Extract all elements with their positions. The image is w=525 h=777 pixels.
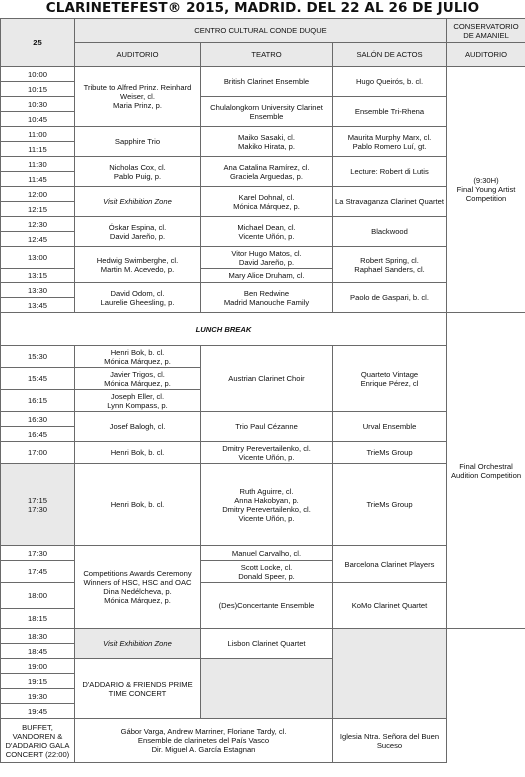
time-slot: 16:15 [1,390,75,412]
day-number: 25 [1,19,75,67]
event-cell: Michael Dean, cl. Vicente Uñón, p. [201,217,333,247]
event-cell: Scott Locke, cl. Donald Speer, p. [201,561,333,583]
time-slot: 10:00 [1,67,75,82]
venue-centro-header: CENTRO CULTURAL CONDE DUQUE [75,19,447,43]
event-cell: Javier Trigos, cl. Mónica Márquez, p. [75,368,201,390]
time-slot: 13:30 [1,283,75,298]
room-teatro-header: TEATRO [201,43,333,67]
event-cell: La Stravaganza Clarinet Quartet [333,187,447,217]
time-slot: 13:00 [1,247,75,269]
event-cell: Manuel Carvalho, cl. [201,546,333,561]
time-slot: 18:15 [1,609,75,629]
event-cell: David Odom, cl. Laurelie Gheesling, p. [75,283,201,313]
event-cell: Karel Dohnal, cl. Mónica Márquez, p. [201,187,333,217]
time-slot: 16:45 [1,427,75,442]
time-slot: 19:45 [1,704,75,719]
event-cell: Josef Balogh, cl. [75,412,201,442]
event-cell: (9:30H) Final Young Artist Competition [447,67,525,313]
time-slot: 13:45 [1,298,75,313]
time-slot: 11:00 [1,127,75,142]
event-cell: Final Orchestral Audition Competition [447,313,525,629]
time-slot: 17:30 [1,546,75,561]
event-cell: Lisbon Clarinet Quartet [201,629,333,659]
event-cell: KoMo Clarinet Quartet [333,583,447,629]
event-cell: Robert Spring, cl. Raphael Sanders, cl. [333,247,447,283]
event-cell: Tribute to Alfred Prinz. Reinhard Weiser, cl. Maria Prinz, p. [75,67,201,127]
event-cell: Sapphire Trio [75,127,201,157]
event-cell: Henri Bok, b. cl. Mónica Márquez, p. [75,346,201,368]
event-cell: Maurita Murphy Marx, cl. Pablo Romero Luí, gt. [333,127,447,157]
empty-cell [201,659,333,719]
time-slot: 12:30 [1,217,75,232]
event-cell: Ben Redwine Madrid Manouche Family [201,283,333,313]
room-salon-header: SALÓN DE ACTOS [333,43,447,67]
event-cell: Vitor Hugo Matos, cl. David Jareño, p. [201,247,333,269]
room-auditorio2-header: AUDITORIO [447,43,525,67]
event-cell: Visit Exhibition Zone [75,187,201,217]
lunch-break-row: LUNCH BREAK [1,313,447,346]
event-cell: D'ADDARIO & FRIENDS PRIME TIME CONCERT [75,659,201,719]
event-cell: Austrian Clarinet Choir [201,346,333,412]
event-cell: Hugo Queirós, b. cl. [333,67,447,97]
event-cell: Lecture: Robert di Lutis [333,157,447,187]
event-cell: Nicholas Cox, cl. Pablo Puig, p. [75,157,201,187]
time-slot: 10:45 [1,112,75,127]
time-slot: 10:30 [1,97,75,112]
event-cell: Óskar Espina, cl. David Jareño, p. [75,217,201,247]
time-slot: 13:15 [1,269,75,283]
time-slot: 19:30 [1,689,75,704]
event-cell: Paolo de Gaspari, b. cl. [333,283,447,313]
venue-conservatorio-header: CONSERVATORIO DE AMANIEL [447,19,525,43]
time-slot: 17:45 [1,561,75,583]
empty-cell [333,629,447,719]
event-cell: Visit Exhibition Zone [75,629,201,659]
room-auditorio-header: AUDITORIO [75,43,201,67]
event-cell: (Des)Concertante Ensemble [201,583,333,629]
event-cell: Chulalongkorn University Clarinet Ensemble [201,97,333,127]
event-cell: Dmitry Perevertailenko, cl. Vicente Uñón, p. [201,442,333,464]
time-slot: 18:00 [1,583,75,609]
time-slot: 19:00 [1,659,75,674]
time-slot: 15:30 [1,346,75,368]
time-slot: 12:45 [1,232,75,247]
time-slot: 18:45 [1,644,75,659]
event-cell: Iglesia Ntra. Señora del Buen Suceso [333,719,447,763]
time-slot: 11:30 [1,157,75,172]
page-title: CLARINETEFEST® 2015, MADRID. DEL 22 AL 26 DE JULIO [45,0,480,16]
event-cell: TrieMs Group [333,442,447,464]
time-slot: 19:15 [1,674,75,689]
event-cell: Hedwig Swimberghe, cl. Martin M. Acevedo, p. [75,247,201,283]
event-cell: Quarteto Vintage Enrique Pérez, cl [333,346,447,412]
event-cell: Blackwood [333,217,447,247]
schedule-table [0,18,525,763]
event-cell: Ana Catalina Ramírez, cl. Graciela Arguedas, p. [201,157,333,187]
event-cell: Henri Bok, b. cl. [75,442,201,464]
event-cell: Ensemble Tri-Rhena [333,97,447,127]
event-cell: Maiko Sasaki, cl. Makiko Hirata, p. [201,127,333,157]
time-slot: 17:00 [1,442,75,464]
closing-event-label: BUFFET, VANDOREN & D'ADDARIO GALA CONCERT (22:00) [1,719,75,763]
event-cell: Barcelona Clarinet Players [333,546,447,583]
event-cell: Mary Alice Druham, cl. [201,269,333,283]
event-cell: British Clarinet Ensemble [201,67,333,97]
time-slot: 16:30 [1,412,75,427]
event-cell: TrieMs Group [333,464,447,546]
time-slot: 18:30 [1,629,75,644]
time-slot: 11:45 [1,172,75,187]
time-slot: 12:15 [1,202,75,217]
event-cell: Henri Bok, b. cl. [75,464,201,546]
event-cell: Gábor Varga, Andrew Marriner, Floriane Tardy, cl. Ensemble de clarinetes del País Vasco Dir. Miguel A. García Estagnan [75,719,333,763]
event-cell: Trio Paul Cézanne [201,412,333,442]
event-cell: Joseph Eller, cl. Lynn Kompass, p. [75,390,201,412]
time-slot: 15:45 [1,368,75,390]
time-slot: 17:15 17:30 [1,464,75,546]
time-slot: 10:15 [1,82,75,97]
event-cell: Ruth Aguirre, cl. Anna Hakobyan, p. Dmitry Perevertailenko, cl. Vicente Uñón, p. [201,464,333,546]
time-slot: 12:00 [1,187,75,202]
time-slot: 11:15 [1,142,75,157]
event-cell: Urval Ensemble [333,412,447,442]
event-cell: Competitions Awards Ceremony Winners of HSC, HSC and OAC Dina Nedélcheva, p. Mónica Márquez, p. [75,546,201,629]
